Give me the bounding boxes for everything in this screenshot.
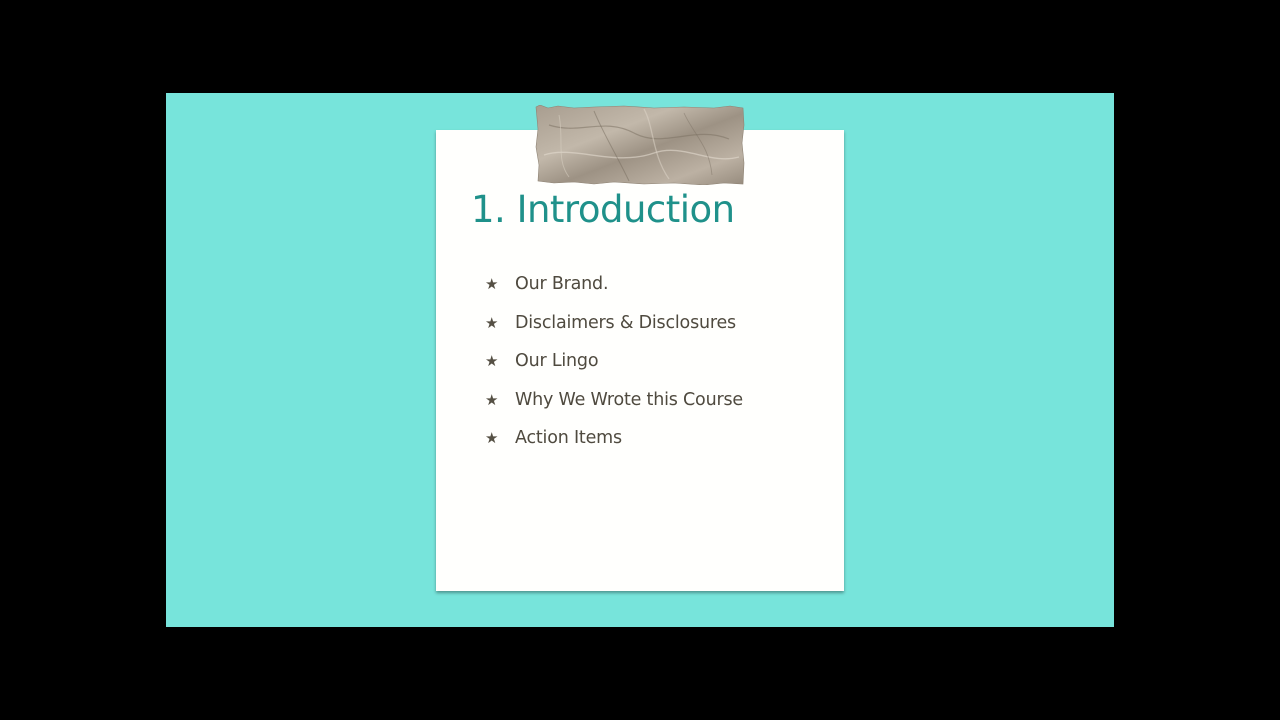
star-icon: ★ bbox=[485, 313, 499, 332]
slide bbox=[166, 93, 1114, 627]
list-item bbox=[485, 265, 743, 304]
star-icon: ★ bbox=[485, 352, 499, 371]
star-icon: ★ bbox=[485, 429, 499, 448]
list-item-label: Our Brand. bbox=[515, 274, 609, 295]
list-item bbox=[485, 419, 743, 458]
list-item bbox=[485, 304, 743, 343]
list-item-label: Our Lingo bbox=[515, 351, 599, 372]
bullet-list bbox=[485, 265, 743, 458]
list-item bbox=[485, 342, 743, 381]
list-item-label: Disclaimers & Disclosures bbox=[515, 312, 736, 333]
list-item bbox=[485, 381, 743, 420]
star-icon: ★ bbox=[485, 275, 499, 294]
slide-title: 1. Introduction bbox=[471, 188, 735, 231]
list-item-label: Action Items bbox=[515, 428, 622, 449]
note-card bbox=[436, 130, 844, 591]
list-item-label: Why We Wrote this Course bbox=[515, 389, 743, 410]
star-icon: ★ bbox=[485, 390, 499, 409]
tape-graphic bbox=[534, 105, 745, 185]
